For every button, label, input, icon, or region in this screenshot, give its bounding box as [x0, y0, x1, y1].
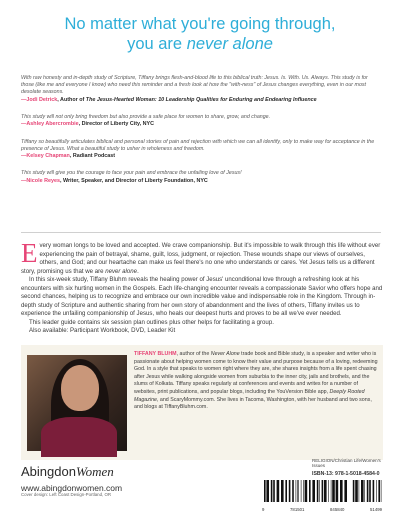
drop-cap: E — [21, 238, 38, 268]
barcode-digits: 9 781501 845840 51499 — [262, 507, 382, 512]
publisher-url[interactable]: www.abingdonwomen.com — [21, 483, 123, 493]
headline-line-1: No matter what you're going through, — [64, 15, 336, 33]
publisher-block — [21, 464, 122, 493]
endorsement-3 — [21, 139, 381, 161]
endorser-name: Nicole Reyes — [26, 177, 60, 184]
endorser-book: The Jesus-Hearted Woman: 10 Leadership Qualities for Enduring and Endearing Influence — [85, 96, 317, 103]
endorsement-attribution: —Ashley Abercrombie, Director of Liberty City, NYC — [21, 121, 155, 128]
endorsement-quote: With raw honesty and in-depth study of Scripture, Tiffany brings flesh-and-blood life to this biblical truth: Jesus. Is. With. Us. Always. This study is for those (like me and everyone I know) who need this reminder and a fresh look at how the "with-ness" of Jesus changes everything, even in our most desolate seasons. — [21, 75, 368, 96]
description-paragraph-3: This leader guide contains six session plan outlines plus other helps for facilitating a group. — [29, 318, 274, 326]
endorsement-quote: This study will give you the courage to face your pain and embrace the unfailing love of Jesus! — [21, 170, 242, 177]
author-bio: TIFFANY BLUHM, author of the Never Alone trade book and Bible study, is a speaker and writer who is passionate about helping women come to know their value and purpose because of a loving, redeeming God. In a style that speaks to women right where they are, she shares insights from a life spent chasing after Jesus while walking alongside women from suburbia to the inner city, jails and brothels, and the slums of Kolkata. Tiffany speaks regularly at conferences and events and writes for a number of websites, print publications, and popular blogs, including the YouVersion Bible app, Deeply Rooted Magazine, and ScaryMommy.com. She lives in Tacoma, Washington, with her husband and two sons, and blogs at TiffanyBluhm.com. — [134, 351, 378, 411]
endorsement-quote: This study will not only bring freedom but also provide a safe place for women to share, grow, and change. — [21, 114, 271, 121]
description-paragraph-2: In this six-week study, Tiffany Bluhm reveals the healing power of Jesus' unconditional love through a refreshing look at his encounters with six hurting women in the Gospels. Each life-changing encounter reveals a compassionate Savior who offers hope and second chances, helping us to recognize and embrace our own incredible value and indispensable role in the Kingdom. Through in-depth study of Scripture and authentic sharing from her own story of abandonment and the lives of others, Tiffany invites us to experience the unfailing companionship of Jesus, who heals our deepest hurts and proves to be all we've ever needed. — [21, 276, 383, 317]
endorsement-attribution: —Kelsey Chapman, Radiant Podcast — [21, 153, 116, 160]
isbn-number: ISBN-13: 978-1-5018-4584-0 — [312, 471, 380, 477]
also-available: Also available: Participant Workbook, DVD, Leader Kit — [29, 327, 176, 334]
cover-design-credit: Cover design: Left Coast Design-Portland, OR — [21, 492, 112, 497]
headline-emphasis: never alone — [186, 35, 273, 53]
headline-line-2-plain: you are — [127, 35, 187, 53]
author-bio-box — [21, 345, 383, 460]
endorsement-4 — [21, 170, 381, 185]
endorser-name: Ashley Abercrombie — [26, 121, 79, 128]
endorsement-quote: Tiffany so beautifully articulates biblical and personal stories of pain and rejection with which we can all identify, only to make way for acceptance in the presence of Jesus. What a beautiful study to usher in wholeness and freedom. — [21, 138, 375, 152]
barcode-icon — [262, 480, 387, 502]
endorser-name: Jodi Detrick — [26, 96, 58, 103]
author-photo — [27, 355, 127, 451]
book-category: RELIGION/Christian Life/Women's Issues — [312, 458, 381, 468]
author-name: TIFFANY BLUHM — [134, 351, 177, 357]
section-divider — [21, 232, 381, 233]
endorsement-2 — [21, 114, 381, 129]
endorsement-attribution: —Jodi Detrick, Author of The Jesus-Hearted Woman: 10 Leadership Qualities for Enduring and Endearing Influence — [21, 96, 317, 103]
description-paragraph-1: Every woman longs to be loved and accepted. We crave companionship. But it's impossible to walk through this life without ever experiencing the pain of betrayal, shame, guilt, loss, judgment, or rejection. These wounds shape our views of ourselves, others, and God; and our heartache can make us feel there's no one who understands or cares. Yet Jesus tells us a different story, promising us that we are never alone. — [21, 238, 381, 275]
headline-line-2 — [0, 34, 400, 54]
endorsements-section — [21, 75, 381, 195]
back-cover-headline — [0, 14, 400, 54]
barcode-block — [262, 458, 387, 512]
endorser-name: Kelsey Chapman — [26, 153, 70, 160]
book-description — [21, 238, 383, 336]
endorsement-1 — [21, 75, 381, 104]
publisher-logo: AbingdonWomen — [21, 464, 114, 479]
endorsement-attribution: —Nicole Reyes, Writer, Speaker, and Director of Liberty Foundation, NYC — [21, 177, 208, 184]
never-alone-emphasis: never alone — [105, 267, 138, 275]
